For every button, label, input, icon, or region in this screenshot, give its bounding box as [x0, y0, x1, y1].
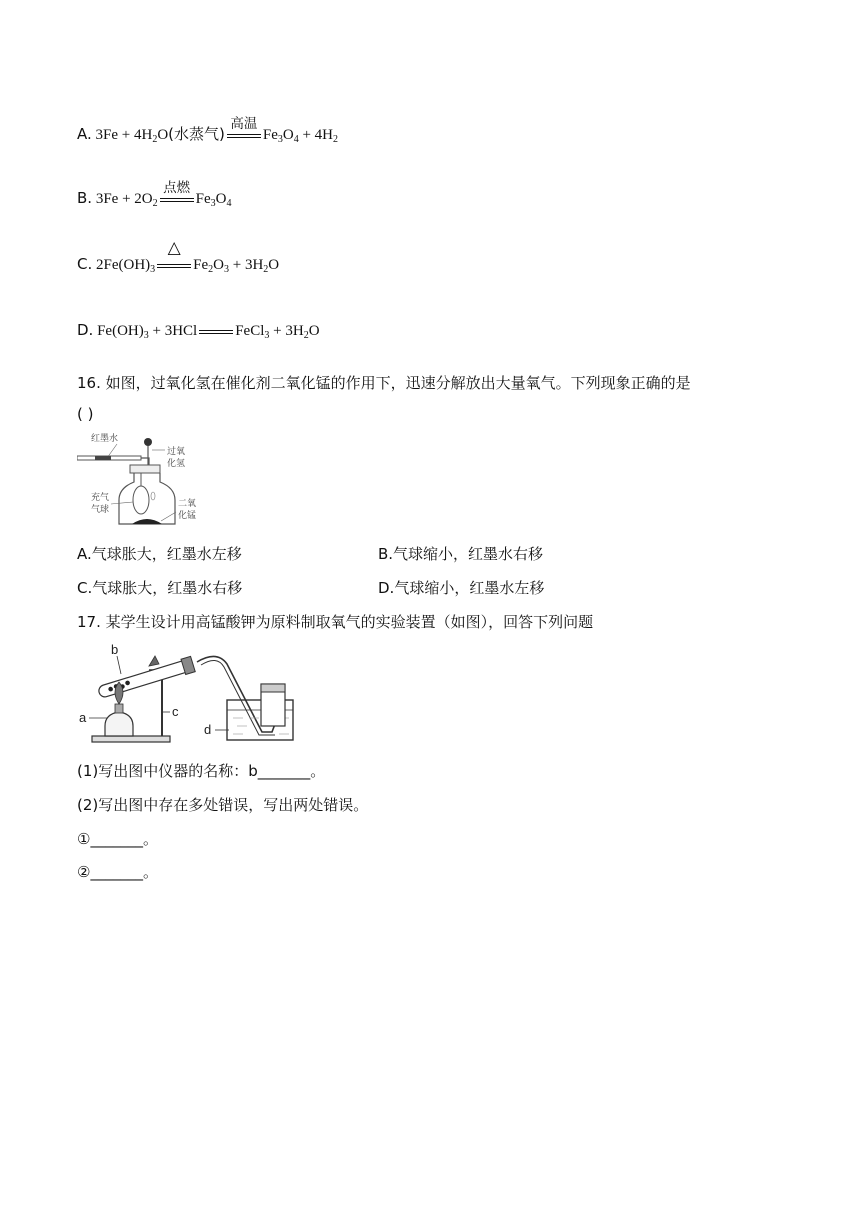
equation-d: D. $Fe(OH)_3 + 3HCl$ FeCl$_3$ + $3H_2O$ — [77, 321, 320, 341]
reaction-arrow — [160, 179, 194, 205]
question-16-blank: ( ) — [77, 405, 94, 423]
equation-c: C. $2Fe(OH)_3$ △ $Fe_2O_3 + 3H_2O$ — [77, 237, 280, 275]
reaction-arrow — [199, 327, 233, 337]
question-17-stem: 17. 某学生设计用高锰酸钾为原料制取氧气的实验装置（如图），回答下列问题 — [77, 613, 594, 631]
figure-label-b: b — [111, 642, 119, 657]
question-17-blank-1[interactable]: ①_______。 — [77, 830, 158, 848]
question-17-part-1: (1)写出图中仪器的名称：b_______。 — [77, 762, 326, 780]
svg-text:化锰: 化锰 — [178, 511, 197, 521]
option-label: B. — [77, 189, 93, 207]
question-16-option-b[interactable]: B.气球缩小，红墨水右移 — [378, 545, 544, 563]
equation-a: A. $3Fe + 4H_2O$(水蒸气) 高温 $Fe_3O_4 + 4H_2$ — [77, 123, 338, 144]
svg-text:气球: 气球 — [91, 505, 110, 515]
svg-text:化氢: 化氢 — [167, 459, 186, 469]
reaction-condition: △ — [167, 237, 181, 258]
svg-text:充气: 充气 — [91, 493, 110, 503]
question-17-part-2: (2)写出图中存在多处错误，写出两处错误。 — [77, 796, 369, 814]
question-16-option-d[interactable]: D.气球缩小，红墨水左移 — [378, 579, 545, 597]
question-16-option-c[interactable]: C.气球胀大，红墨水右移 — [77, 579, 243, 597]
question-17-blank-2[interactable]: ②_______。 — [77, 863, 158, 881]
option-label: C. — [77, 255, 93, 273]
equation-b: B. $3Fe + 2O_2$ 点燃 $Fe_3O_4$ — [77, 189, 231, 208]
option-label: D. — [77, 321, 94, 339]
question-16-option-a[interactable]: A.气球胀大，红墨水左移 — [77, 545, 242, 563]
svg-text:二氧: 二氧 — [178, 499, 197, 509]
figure-label-a: a — [79, 710, 87, 725]
svg-text:过氧: 过氧 — [167, 447, 186, 457]
figure-label-c: c — [172, 704, 179, 719]
question-17-figure — [77, 640, 302, 748]
reaction-condition: 高温 — [230, 115, 258, 132]
reaction-condition: 点燃 — [163, 179, 191, 196]
question-16-figure — [77, 430, 217, 530]
figure-label-d: d — [204, 722, 212, 737]
reaction-arrow — [227, 115, 261, 141]
reaction-arrow — [157, 237, 191, 271]
figure-label-ink: 红墨水 — [91, 434, 119, 444]
question-16-stem: 16. 如图，过氧化氢在催化剂二氧化锰的作用下，迅速分解放出大量氧气。下列现象正确的是 — [77, 374, 691, 392]
option-label: A. — [77, 125, 92, 143]
